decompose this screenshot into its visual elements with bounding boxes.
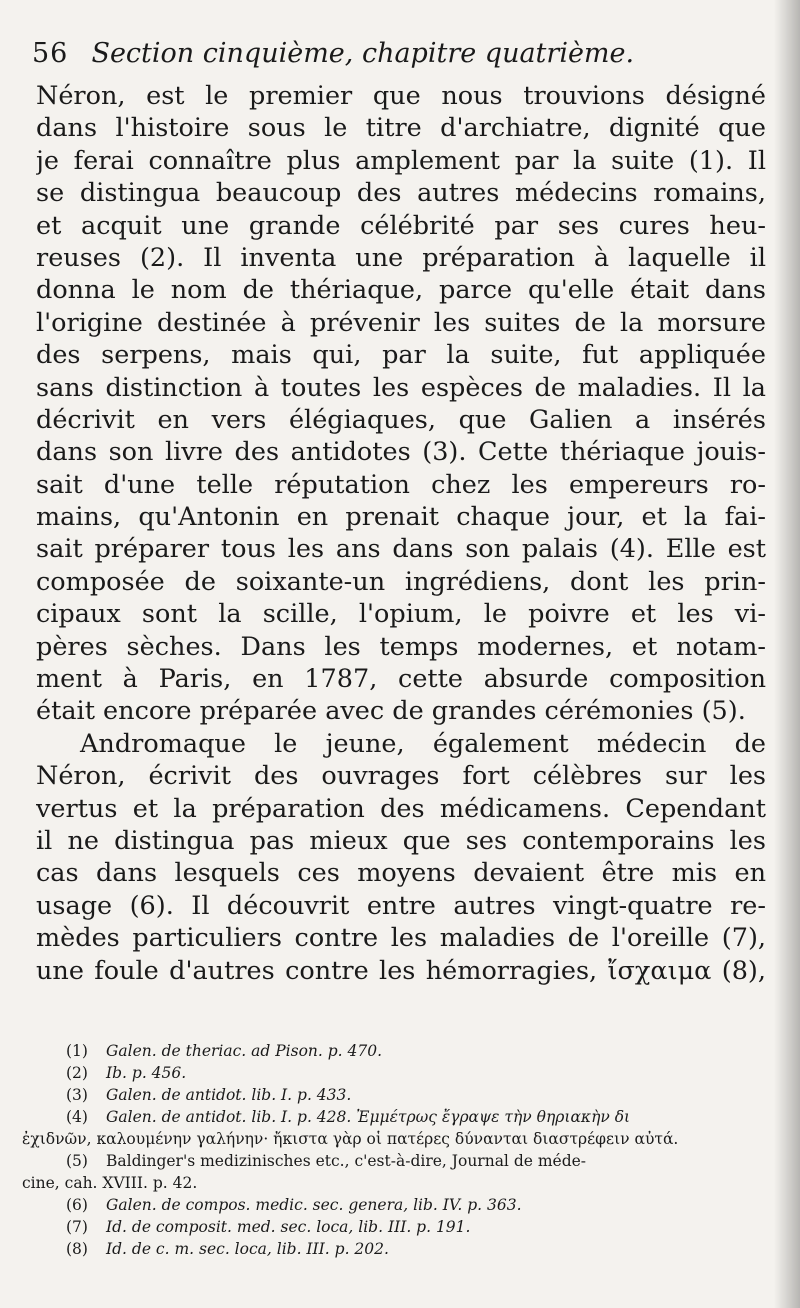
body-line: cipaux sont la scille, l'opium, le poivre et les vi-	[36, 599, 766, 630]
footnote-number: (2)	[66, 1064, 88, 1082]
body-line: mèdes particuliers contre les maladies de l'oreille (7),	[36, 923, 766, 954]
footnote-number: (7)	[66, 1218, 88, 1236]
body-line: composée de soixante-un ingrédiens, dont les prin-	[36, 566, 766, 597]
body-line: et acquit une grande célébrité par ses cures heu-	[36, 210, 766, 241]
body-line: donna le nom de thériaque, parce qu'elle était dans	[36, 275, 766, 306]
body-line: Néron, écrivit des ouvrages fort célèbres sur les	[36, 761, 766, 792]
footnote-number: (4)	[66, 1108, 88, 1126]
footnote-number: (5)	[66, 1152, 88, 1170]
footnote-8	[66, 1238, 766, 1260]
body-line: cas dans lesquels ces moyens devaient être mis en	[36, 858, 766, 889]
page-edge-shadow	[774, 0, 800, 1308]
footnote-number: (8)	[66, 1240, 88, 1258]
footnote-text: Id. de composit. med. sec. loca, lib. III. p. 191.	[106, 1218, 471, 1236]
body-line: se distingua beaucoup des autres médecins romains,	[36, 178, 766, 209]
body-line: Andromaque le jeune, également médecin de	[80, 728, 766, 759]
footnote-text: Galen. de antidot. lib. I. p. 433.	[106, 1086, 352, 1104]
body-line: l'origine destinée à prévenir les suites de la morsure	[36, 307, 766, 338]
body-line: je ferai connaître plus amplement par la suite (1). Il	[36, 145, 766, 176]
page-header	[32, 38, 772, 78]
body-line: décrivit en vers élégiaques, que Galien a insérés	[36, 404, 766, 435]
body-line: reuses (2). Il inventa une préparation à laquelle il	[36, 242, 766, 273]
page-number: 56	[32, 38, 69, 69]
footnote-5	[66, 1150, 766, 1172]
footnote-number: (3)	[66, 1086, 88, 1104]
footnote-number: (1)	[66, 1042, 88, 1060]
body-line: des serpens, mais qui, par la suite, fut appliquée	[36, 340, 766, 371]
body-line: il ne distingua pas mieux que ses contemporains les	[36, 825, 766, 856]
body-line: sans distinction à toutes les espèces de maladies. Il la	[36, 372, 766, 403]
body-line: sait préparer tous les ans dans son palais (4). Elle est	[36, 534, 766, 565]
body-line: une foule d'autres contre les hémorragies, ἴσχαιμα (8),	[36, 955, 766, 986]
body-line: mains, qu'Antonin en prenait chaque jour, et la fai-	[36, 502, 766, 533]
body-line: pères sèches. Dans les temps modernes, et notam-	[36, 631, 766, 662]
footnote-3	[66, 1084, 766, 1106]
footnote-text: Baldinger's medizinisches etc., c'est-à-dire, Journal de méde-	[106, 1152, 587, 1170]
footnote-6	[66, 1194, 766, 1216]
footnote-4	[66, 1106, 766, 1128]
body-text	[36, 80, 766, 987]
footnotes	[22, 1040, 766, 1260]
body-line: ment à Paris, en 1787, cette absurde composition	[36, 664, 766, 695]
footnote-text: Id. de c. m. sec. loca, lib. III. p. 202.	[106, 1240, 389, 1258]
body-line: était encore préparée avec de grandes cérémonies (5).	[36, 696, 746, 727]
body-line: usage (6). Il découvrit entre autres vingt-quatre re-	[36, 890, 766, 921]
body-line: dans son livre des antidotes (3). Cette thériaque jouis-	[36, 437, 766, 468]
footnote-text: Galen. de antidot. lib. I. p. 428. Ἐμμέτρως ἔγραψε τὴν θηριακὴν δι	[106, 1108, 631, 1126]
footnote-2	[66, 1062, 766, 1084]
body-line: vertus et la préparation des médicamens. Cependant	[36, 793, 766, 824]
body-line: Néron, est le premier que nous trouvions désigné	[36, 81, 766, 111]
footnote-number: (6)	[66, 1196, 88, 1214]
footnote-7	[66, 1216, 766, 1238]
footnote-1	[66, 1040, 766, 1062]
body-line: sait d'une telle réputation chez les empereurs ro-	[36, 469, 766, 500]
body-line: dans l'histoire sous le titre d'archiatre, dignité que	[36, 113, 766, 144]
running-title: Section cinquième, chapitre quatrième.	[91, 38, 635, 69]
footnote-text: Ib. p. 456.	[106, 1064, 187, 1082]
footnote-4-continuation: ἐχιδνῶν, καλουμένην γαλήνην· ἤκιστα γὰρ οἱ πατέρες δύνανται διαστρέφειν αὐτά.	[22, 1130, 679, 1148]
footnote-text: Galen. de compos. medic. sec. genera, lib. IV. p. 363.	[106, 1196, 522, 1214]
footnote-5-continuation: cine, cah. XVIII. p. 42.	[22, 1174, 198, 1192]
footnote-text: Galen. de theriac. ad Pison. p. 470.	[106, 1042, 383, 1060]
